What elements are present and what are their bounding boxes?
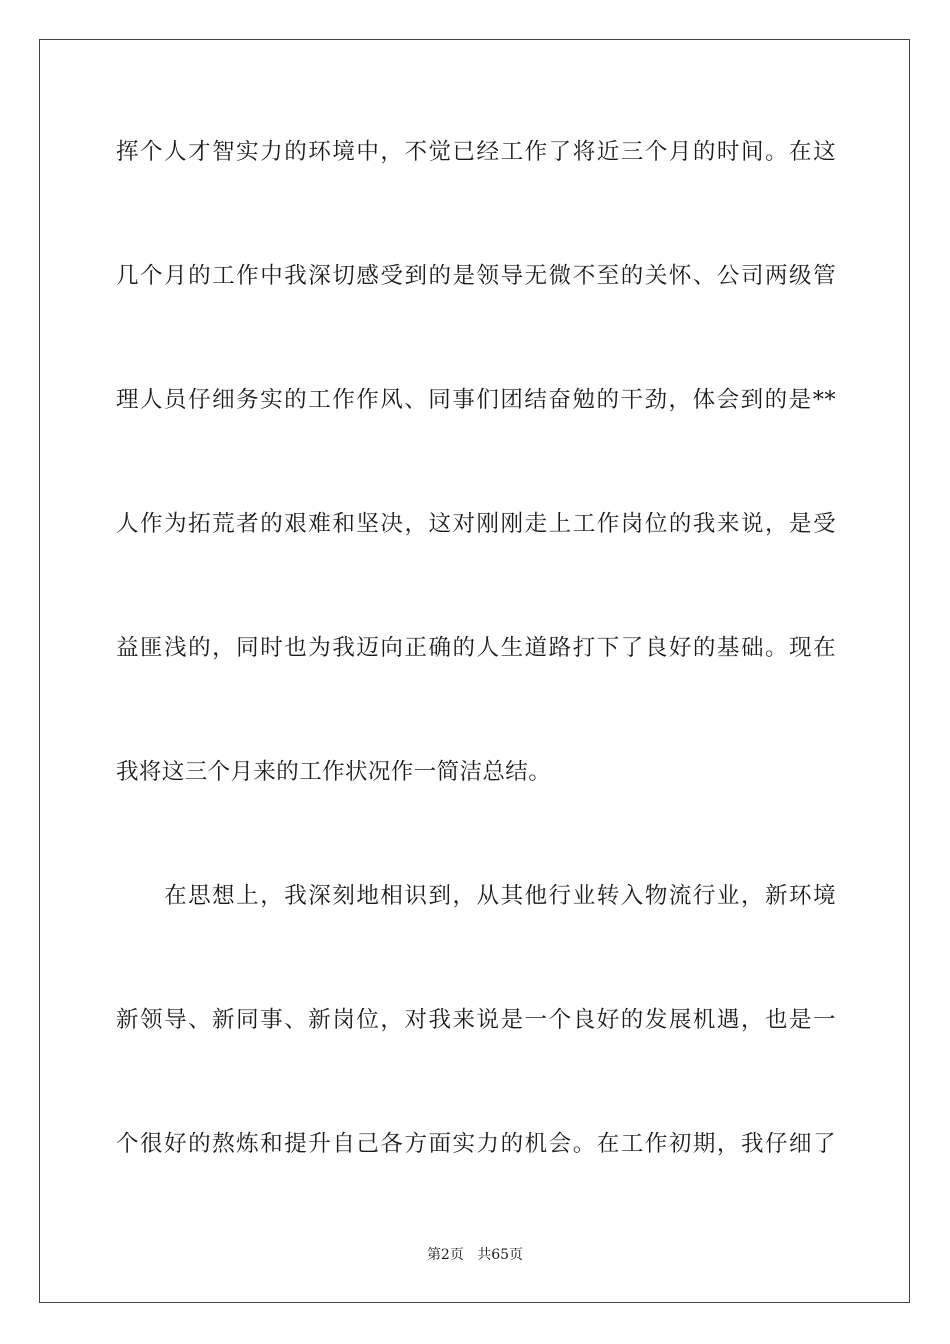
- paragraph-line-7: 在思想上，我深刻地相识到，从其他行业转入物流行业，新环境: [116, 883, 836, 909]
- page-footer: [0, 1246, 950, 1264]
- paragraph-line-4: 人作为拓荒者的艰难和坚决，这对刚刚走上工作岗位的我来说，是受: [116, 511, 836, 537]
- paragraph-line-1: 挥个人才智实力的环境中，不觉已经工作了将近三个月的时间。在这: [116, 139, 836, 165]
- paragraph-line-2: 几个月的工作中我深切感受到的是领导无微不至的关怀、公司两级管: [116, 263, 836, 289]
- page-total: 共65页: [477, 1247, 524, 1263]
- page-border: [39, 39, 910, 1303]
- paragraph-line-5: 益匪浅的，同时也为我迈向正确的人生道路打下了良好的基础。现在: [116, 635, 836, 661]
- paragraph-line-6: 我将这三个月来的工作状况作一简洁总结。: [116, 759, 552, 785]
- paragraph-line-9: 个很好的熬炼和提升自己各方面实力的机会。在工作初期，我仔细了: [116, 1131, 836, 1157]
- page-number: 第2页: [426, 1247, 464, 1263]
- paragraph-line-8: 新领导、新同事、新岗位，对我来说是一个良好的发展机遇，也是一: [116, 1007, 836, 1033]
- paragraph-line-3: 理人员仔细务实的工作作风、同事们团结奋勉的干劲，体会到的是**: [116, 387, 836, 413]
